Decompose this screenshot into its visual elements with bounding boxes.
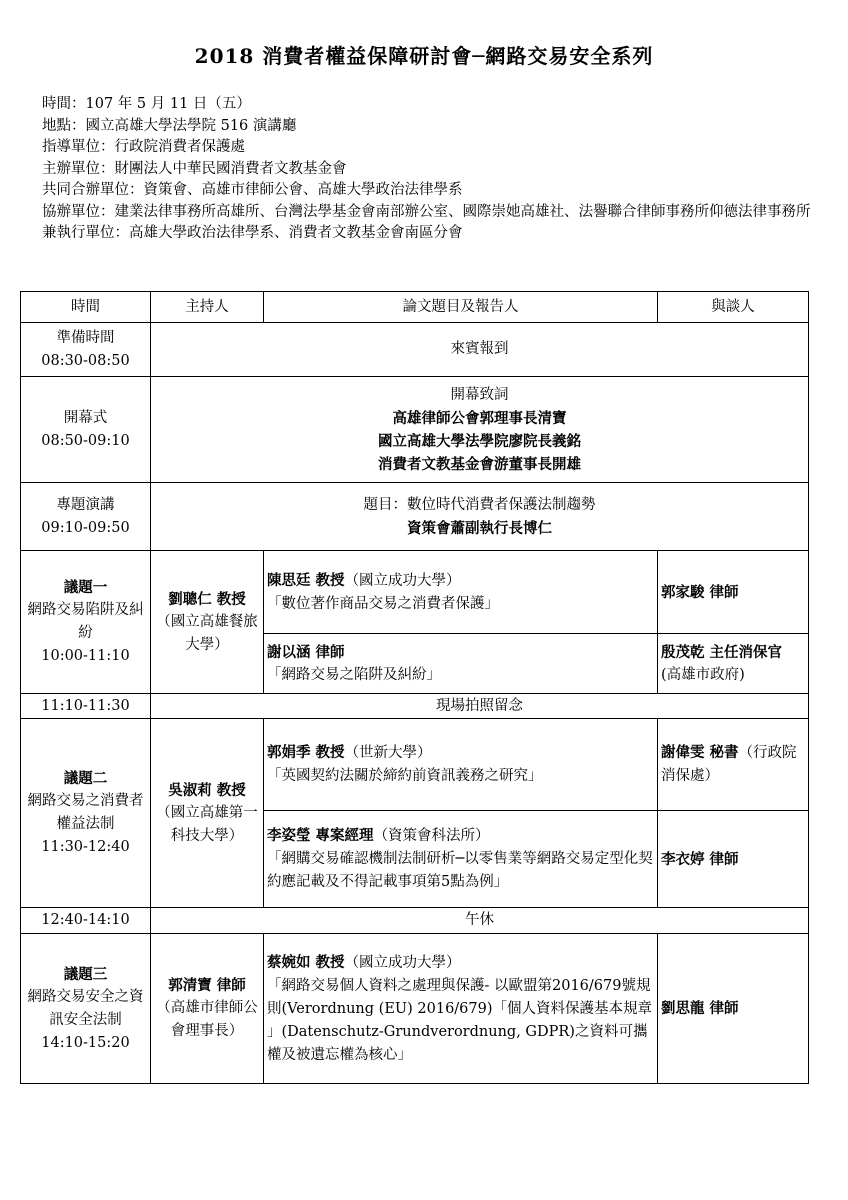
keynote-content — [151, 483, 809, 551]
paper-title: 「數位著作商品交易之消費者保護」 — [267, 595, 499, 612]
opening-title: 開幕致詞 — [450, 386, 509, 403]
lunch-row — [21, 908, 809, 934]
lunch-time: 12:40-14:10 — [21, 908, 151, 934]
prep-content: 來賓報到 — [151, 323, 809, 377]
opening-row — [21, 377, 809, 483]
document-title: 2018 消費者權益保障研討會─網路交易安全系列 — [194, 44, 654, 68]
paper-org: （國立成功大學） — [344, 572, 461, 589]
session3-label: 議題三 — [63, 965, 108, 983]
session1-host-name: 劉聰仁 教授 — [168, 590, 246, 608]
photo-row — [21, 694, 809, 719]
paper-author: 謝以涵 律師 — [267, 643, 345, 661]
discussant-name: 郭家駿 律師 — [661, 583, 739, 601]
session3-paper — [264, 934, 658, 1084]
info-co-organizers: 共同合辦單位：資策會、高雄市律師公會、高雄大學政治法律學系 — [42, 182, 463, 198]
session3-time-cell — [21, 934, 151, 1084]
header-host: 主持人 — [151, 292, 264, 323]
event-info — [42, 94, 822, 245]
session1-host-org: （國立高雄餐旅大學） — [156, 613, 258, 653]
session2-label: 議題二 — [63, 770, 108, 787]
paper-author: 蔡婉如 教授 — [267, 953, 345, 971]
session2-subject: 網路交易之消費者權益法制 — [27, 793, 144, 832]
session2-paper-2 — [264, 811, 658, 908]
header-discussant: 與談人 — [658, 292, 809, 323]
paper-org: （國立成功大學） — [344, 954, 461, 971]
session1-paper-2 — [264, 634, 658, 694]
discussant-name: 李衣婷 律師 — [661, 850, 739, 868]
discussant-org: （行政院消保處） — [661, 745, 797, 784]
session2-host-org: （國立高雄第一科技大學） — [156, 804, 258, 844]
session3-time: 14:10-15:20 — [41, 1034, 130, 1051]
info-location: 地點：國立高雄大學法學院 516 演講廳 — [42, 117, 297, 134]
opening-content — [151, 377, 809, 483]
session3-discussant — [658, 934, 809, 1084]
opening-speaker: 國立高雄大學法學院廖院長義銘 — [378, 432, 581, 450]
header-time: 時間 — [21, 292, 151, 323]
paper-org: （資策會科法所） — [373, 828, 490, 844]
prep-time-cell — [21, 323, 151, 377]
session1-discussant-1 — [658, 551, 809, 634]
photo-content: 現場拍照留念 — [151, 694, 809, 719]
discussant-name: 殷茂乾 主任消保官 — [661, 643, 783, 661]
session2-row-1 — [21, 719, 809, 811]
session1-label: 議題一 — [63, 579, 108, 596]
session1-discussant-2 — [658, 634, 809, 694]
prep-name: 準備時間 — [56, 329, 115, 346]
session2-discussant-2 — [658, 811, 809, 908]
discussant-name: 劉思龍 律師 — [661, 1000, 739, 1017]
opening-speaker: 消費者文教基金會游董事長開雄 — [378, 455, 581, 473]
session3-host-cell — [151, 934, 264, 1084]
opening-time-cell — [21, 377, 151, 483]
keynote-speaker: 資策會蕭副執行長博仁 — [407, 519, 552, 537]
discussant-name: 謝偉雯 秘書 — [661, 744, 739, 761]
session2-time-cell — [21, 719, 151, 908]
session1-paper-1 — [264, 551, 658, 634]
info-guidance: 指導單位：行政院消費者保護處 — [42, 139, 245, 155]
table-header-row — [21, 292, 809, 323]
session2-discussant-1 — [658, 719, 809, 811]
header-papers: 論文題目及報告人 — [264, 292, 658, 323]
paper-org: （世新大學） — [344, 745, 432, 761]
info-organizer: 主辦單位：財團法人中華民國消費者文教基金會 — [42, 160, 347, 177]
session2-paper-1 — [264, 719, 658, 811]
discussant-org: (高雄市政府) — [661, 666, 745, 683]
prep-row — [21, 323, 809, 377]
session2-time: 11:30-12:40 — [41, 839, 130, 855]
session3-row — [21, 934, 809, 1084]
paper-author: 李姿瑩 專案經理 — [267, 827, 374, 844]
info-executors: 兼執行單位：高雄大學政治法律學系、消費者文教基金會南區分會 — [42, 225, 463, 241]
photo-time: 11:10-11:30 — [21, 694, 151, 719]
schedule-table — [20, 291, 809, 1084]
opening-name: 開幕式 — [63, 409, 108, 426]
session3-host-org: （高雄市律師公會理事長） — [156, 1000, 258, 1039]
keynote-topic: 題目：數位時代消費者保護法制趨勢 — [363, 496, 596, 513]
session2-host-cell — [151, 719, 264, 908]
session1-row-1 — [21, 551, 809, 634]
paper-author: 陳思廷 教授 — [267, 571, 345, 589]
opening-speaker: 高雄律師公會郭理事長清寶 — [392, 409, 567, 427]
session1-subject: 網路交易陷阱及糾紛 — [27, 602, 144, 641]
keynote-time: 09:10-09:50 — [41, 519, 130, 536]
paper-author: 郭娟季 教授 — [267, 744, 345, 761]
keynote-row — [21, 483, 809, 551]
session1-time-cell — [21, 551, 151, 694]
paper-title: 「英國契約法關於締約前資訊義務之研究」 — [267, 768, 543, 784]
session3-host-name: 郭清寶 律師 — [168, 977, 246, 994]
session1-time: 10:00-11:10 — [41, 648, 130, 664]
keynote-time-cell — [21, 483, 151, 551]
prep-time: 08:30-08:50 — [41, 352, 130, 369]
session2-host-name: 吳淑莉 教授 — [168, 781, 246, 799]
info-assisting: 協辦單位：建業法律事務所高雄所、台灣法學基金會南部辦公室、國際崇她高雄社、法譽聯合律師事務所仰德法律事務所 — [42, 203, 811, 220]
paper-title: 「網路交易個人資料之處理與保護- 以歐盟第2016/679號規則(Verordnung (EU) 2016/679)「個人資料保護基本規章 」(Datenschutz-Grundverordnung, GDPR)之資料可攜權及被遺忘權為核心」 — [267, 977, 653, 1063]
info-time: 時間：107 年 5 月 11 日（五） — [42, 96, 251, 112]
opening-time: 08:50-09:10 — [41, 432, 130, 449]
keynote-name: 專題演講 — [56, 496, 115, 513]
lunch-content: 午休 — [151, 908, 809, 934]
session3-subject: 網路交易安全之資訊安全法制 — [27, 988, 144, 1028]
session1-host-cell — [151, 551, 264, 694]
paper-title: 「網購交易確認機制法制研析─以零售業等網路交易定型化契約應記載及不得記載事項第5點為例」 — [267, 851, 653, 890]
paper-title: 「網路交易之陷阱及糾紛」 — [267, 666, 441, 683]
